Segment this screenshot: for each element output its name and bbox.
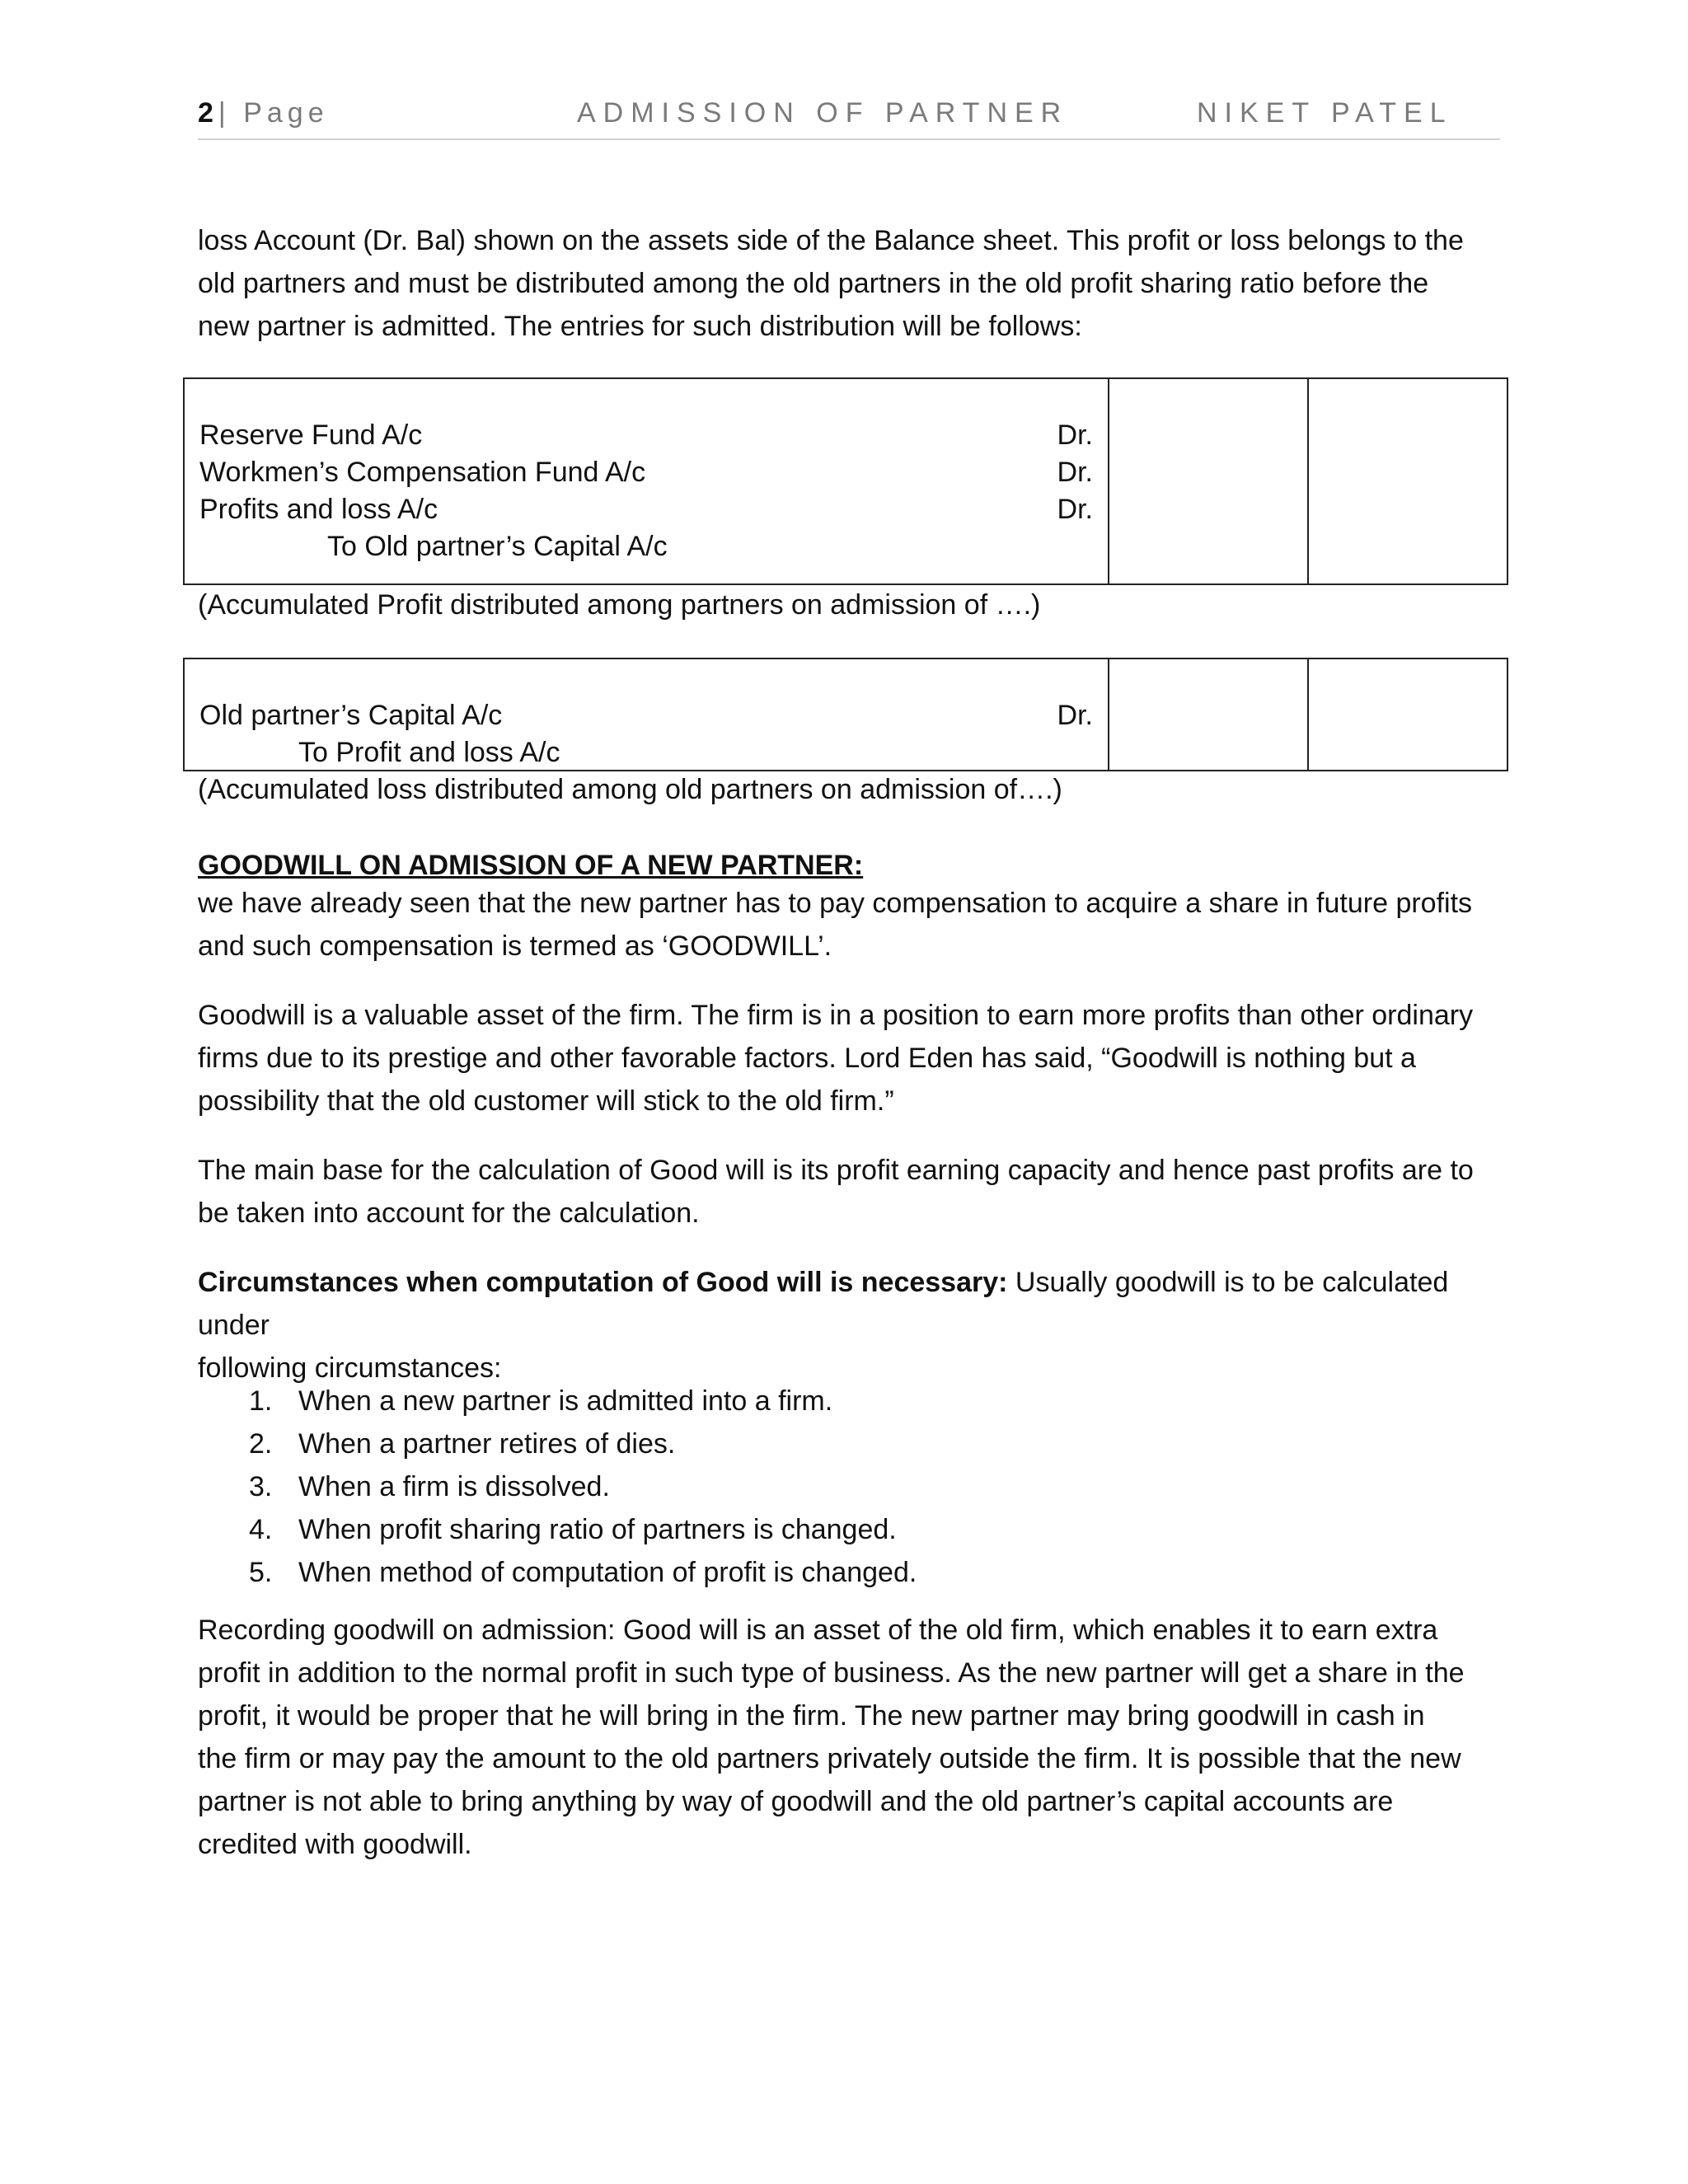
recording-goodwill-paragraph [198,1609,1500,1866]
circumstances-paragraph [198,1261,1500,1390]
list-item [198,1465,917,1508]
text-line: credited with goodwill. [198,1829,472,1860]
page-header [198,97,1500,140]
goodwill-asset-paragraph [198,994,1500,1122]
journal-narration-2: (Accumulated loss distributed among old partners on admission of….) [198,774,1062,805]
list-text: When a firm is dissolved. [298,1471,610,1502]
journal-row [199,491,1093,528]
journal-entry-particulars [185,379,1108,583]
debit-amount-column [1108,379,1307,583]
list-item [198,1508,917,1551]
journal-narration-1: (Accumulated Profit distributed among partners on admission of ….) [198,589,1041,621]
goodwill-intro-paragraph [198,882,1500,968]
text-line: Recording goodwill on admission: Good will is an asset of the old firm, which enables it to earn extra [198,1615,1438,1646]
text-line: following circumstances: [198,1352,502,1384]
list-text: When profit sharing ratio of partners is changed. [298,1514,897,1545]
goodwill-base-paragraph [198,1149,1500,1235]
text-line: and such compensation is termed as ‘GOODWILL’. [198,930,832,962]
text-line: partner is not able to bring anything by way of goodwill and the old partner’s capital accounts are [198,1786,1394,1817]
circumstances-rest: Usually goodwill is to be calculated under [198,1267,1449,1341]
text-line: profit in addition to the normal profit in such type of business. As the new partner will get a share in the [198,1657,1465,1689]
journal-entry-box-1 [183,377,1508,585]
account-name: Reserve Fund A/c [199,419,423,451]
list-item [198,1422,917,1465]
page-number-label [198,97,329,129]
text-line: old partners and must be distributed among the old partners in the old profit sharing ratio before the [198,268,1429,299]
text-line [198,1261,1500,1347]
debit-marker: Dr. [1057,457,1093,488]
journal-row [199,734,1093,771]
text-line: Goodwill is a valuable asset of the firm. The firm is in a position to earn more profits than other ordinary [198,1000,1474,1031]
list-text: When a partner retires of dies. [298,1428,676,1460]
account-name: To Old partner’s Capital A/c [327,531,668,562]
account-name: Workmen’s Compensation Fund A/c [199,457,646,488]
account-name: Profits and loss A/c [199,494,438,525]
journal-row [199,528,1093,565]
credit-amount-column [1307,659,1507,770]
journal-row [199,454,1093,491]
journal-entry-particulars [185,659,1108,770]
account-name: Old partner’s Capital A/c [199,700,503,731]
journal-entry-box-2 [183,658,1508,771]
list-item [198,1551,917,1594]
account-name: To Profit and loss A/c [298,737,560,768]
debit-marker: Dr. [1057,419,1093,451]
list-text: When a new partner is admitted into a firm. [298,1385,833,1417]
intro-paragraph [198,219,1500,348]
journal-row [199,417,1093,454]
circumstances-list [198,1380,917,1594]
credit-amount-column [1307,379,1507,583]
page-word: | Page [218,97,329,129]
header-title: ADMISSION OF PARTNER [577,97,1069,129]
text-line: possibility that the old customer will stick to the old firm.” [198,1085,894,1117]
debit-marker: Dr. [1057,700,1093,731]
text-line: we have already seen that the new partner has to pay compensation to acquire a share in future profits [198,888,1473,919]
text-line: loss Account (Dr. Bal) shown on the assets side of the Balance sheet. This profit or loss belongs to the [198,225,1464,256]
page-number: 2 [198,97,213,129]
text-line: The main base for the calculation of Good will is its profit earning capacity and hence past profits are to [198,1155,1474,1186]
text-line: be taken into account for the calculation. [198,1197,700,1229]
header-author: NIKET PATEL [1197,97,1453,129]
section-heading: GOODWILL ON ADMISSION OF A NEW PARTNER: [198,850,864,881]
list-number: 3. [249,1471,273,1502]
list-number: 5. [249,1557,273,1588]
circumstances-lead: Circumstances when computation of Good will is necessary: [198,1267,1008,1298]
debit-marker: Dr. [1057,494,1093,525]
text-line: firms due to its prestige and other favorable factors. Lord Eden has said, “Goodwill is nothing but a [198,1043,1416,1074]
list-number: 2. [249,1428,273,1460]
list-text: When method of computation of profit is changed. [298,1557,917,1588]
list-item [198,1380,917,1422]
debit-amount-column [1108,659,1307,770]
list-number: 4. [249,1514,273,1545]
text-line: the firm or may pay the amount to the old partners privately outside the firm. It is possible that the new [198,1743,1461,1774]
list-number: 1. [249,1385,273,1417]
text-line: new partner is admitted. The entries for such distribution will be follows: [198,311,1082,342]
text-line: profit, it would be proper that he will bring in the firm. The new partner may bring goodwill in cash in [198,1700,1425,1732]
journal-row [199,697,1093,734]
